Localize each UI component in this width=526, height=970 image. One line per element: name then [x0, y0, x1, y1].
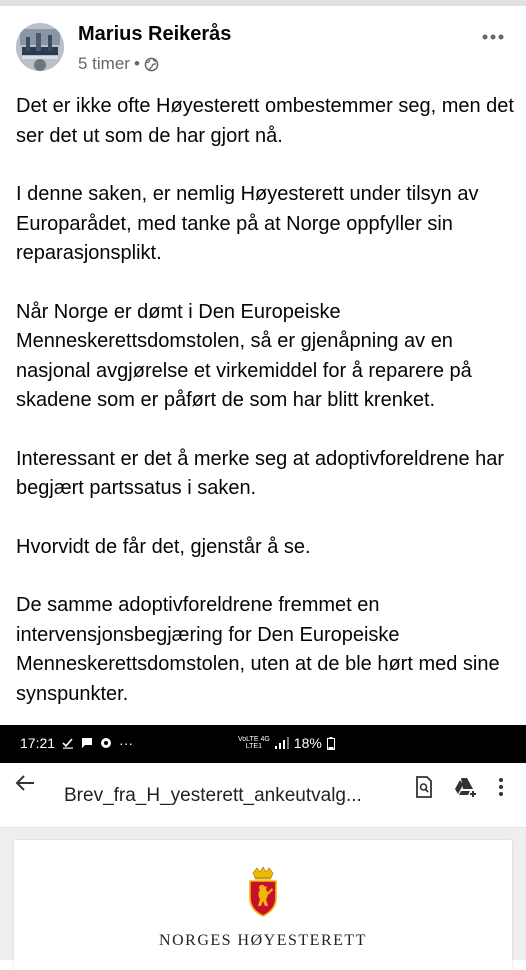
network-type-bottom: LTE1 [245, 743, 262, 750]
coat-of-arms-icon [247, 866, 279, 923]
network-type [238, 736, 270, 750]
post-paragraph: Det er ikke ofte Høyesterett ombestemmer seg, men det ser det ut som de har gjort nå. [16, 95, 514, 147]
post-header [0, 6, 526, 86]
more-notifications-icon: ··· [119, 735, 134, 751]
avatar[interactable] [16, 23, 64, 71]
message-icon [81, 737, 93, 749]
toolbar-actions [414, 776, 504, 798]
app-notification-icon [100, 737, 112, 749]
globe-icon [144, 57, 159, 72]
post-paragraph: Interessant er det å merke seg at adoptivforeldrene har begjært partssatus i saken. [16, 447, 505, 499]
battery-percent: 18% [293, 735, 322, 751]
post-meta [78, 54, 159, 74]
check-download-icon [62, 737, 74, 749]
meta-separator: • [133, 54, 140, 73]
more-horizontal-icon[interactable] [482, 20, 504, 46]
post-paragraph: I denne saken, er nemlig Høyesterett under tilsyn av Europarådet, med tanke på at Norge oppfyller sin reparasjonsplikt. [16, 183, 479, 264]
document-heading: NORGES HØYESTERETT [159, 932, 367, 949]
network-type-top: VoLTE 4G [238, 736, 270, 743]
author-name[interactable]: Marius Reikerås [78, 23, 232, 45]
post-paragraph: Hvorvidt de får det, gjenstår å se. [16, 535, 311, 558]
post-time[interactable]: 5 timer [78, 54, 130, 73]
more-vertical-icon[interactable] [498, 777, 504, 797]
post-paragraph: De samme adoptivforeldrene fremmet en intervensjonsbegjæring for Den Europeiske Menneskerettsdomstolen, uten at de ble hørt med sine synspunkter. [16, 594, 500, 705]
signal-icon [275, 737, 289, 749]
status-left [20, 735, 133, 751]
document-search-icon[interactable] [414, 776, 434, 798]
battery-icon [327, 737, 335, 750]
document-page [14, 840, 512, 970]
document-filename: Brev_fra_H_yesterett_ankeutvalg... [64, 785, 362, 806]
document-view[interactable] [0, 828, 526, 960]
add-to-drive-icon[interactable] [454, 777, 478, 797]
post-paragraph: Når Norge er dømt i Den Europeiske Menneskerettsdomstolen, så er gjenåpning av en nasjonal avgjørelse et virkemiddel for å reparere på skadene som er påført de som har blitt krenket. [16, 300, 472, 411]
back-arrow-icon[interactable] [14, 773, 36, 799]
phone-status-bar [0, 725, 526, 763]
status-right [238, 735, 335, 751]
status-time: 17:21 [20, 735, 56, 751]
post-text [16, 92, 516, 738]
pdf-viewer-toolbar [0, 763, 526, 828]
